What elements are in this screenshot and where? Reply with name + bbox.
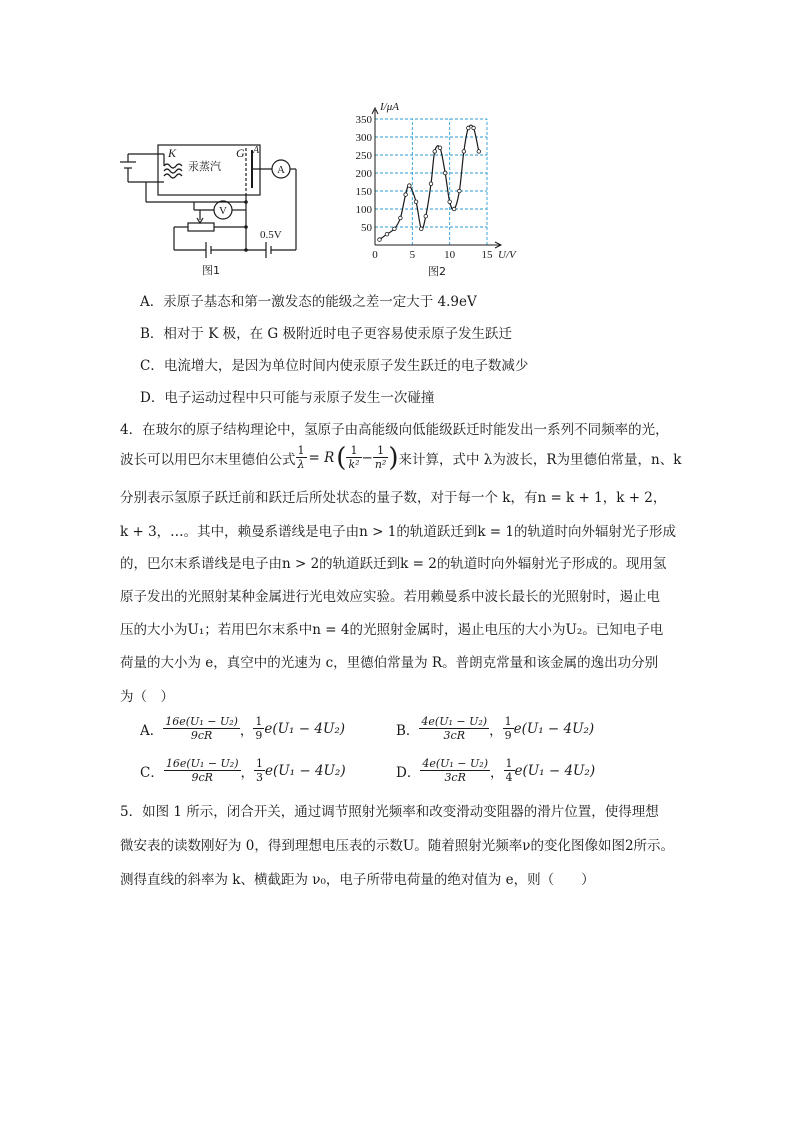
figure1-caption: 图1 bbox=[202, 264, 220, 277]
data-point bbox=[433, 150, 437, 154]
battery-voltage-label: 0.5V bbox=[260, 229, 282, 241]
data-point bbox=[467, 126, 471, 130]
q3-option-a: A．汞原子基态和第一激发态的能级之差一定大于 4.9eV bbox=[140, 294, 477, 310]
q4-line-1: 4．在玻尔的原子结构理论中，氢原子由高能级向低能级跃迁时能发出一系列不同频率的光， bbox=[120, 422, 669, 438]
q4-option-b: B． $\frac{\text{4e(U₁ − U₂)}}{3cR}$ ， $\frac{1}{9}$ e(U₁ − 4U₂) bbox=[396, 715, 595, 742]
data-point bbox=[399, 216, 403, 220]
x-axis-label: U/V bbox=[498, 249, 516, 261]
y-tick-label: 350 bbox=[355, 114, 372, 126]
data-point bbox=[408, 184, 412, 188]
q4-line-7: 压的大小为U₁；若用巴尔末系中n = 4的光照射金属时，遏止电压的大小为U₂。已知电子电 bbox=[120, 622, 664, 638]
q4-line-9: 为（ ） bbox=[120, 689, 174, 705]
figure1-circuit bbox=[110, 140, 310, 280]
q3-option-d: D．电子运动过程中只可能与汞原子发生一次碰撞 bbox=[140, 390, 435, 406]
iu-curve bbox=[379, 125, 478, 240]
q5-line-2: 微安表的读数刚好为 0，得到理想电压表的示数U。随着照射光频率ν的变化图像如图2所示。 bbox=[120, 838, 675, 854]
data-point bbox=[414, 200, 418, 204]
x-tick-label: 15 bbox=[481, 249, 493, 261]
q5-line-3: 测得直线的斜率为 k、横截距为 ν₀，电子所带电荷量的绝对值为 e，则（ ） bbox=[120, 872, 595, 888]
label-g: G bbox=[236, 146, 245, 160]
data-point bbox=[458, 189, 462, 193]
rydberg-eq: = R bbox=[308, 449, 335, 466]
rydberg-term1: $\frac{1}{\text{k²}}$ bbox=[348, 444, 360, 471]
figure2-caption: 图2 bbox=[428, 265, 446, 278]
q4-option-d: D． $\frac{\text{4e(U₁ − U₂)}}{3cR}$ ， $\frac{1}{4}$ e(U₁ − 4U₂) bbox=[396, 757, 596, 784]
data-point bbox=[443, 171, 447, 175]
y-axis-label: I/μA bbox=[380, 101, 399, 113]
y-tick-label: 200 bbox=[355, 168, 372, 180]
q3-option-c: C．电流增大，是因为单位时间内使汞原子发生跃迁的电子数减少 bbox=[140, 358, 529, 374]
q4-line-4: k + 3，…。其中，赖曼系谱线是电子由n > 1的轨道跃迁到k = 1的轨道时向外辐射光子形成 bbox=[120, 524, 677, 540]
q4-line-6: 原子发出的光照射某种金属进行光电效应实验。若用赖曼系中波长最长的光照射时，遏止电 bbox=[120, 589, 660, 605]
q4-option-a: A． $\frac{\text{16e(U₁ − U₂)}}{9cR}$ ， $\frac{1}{9}$ e(U₁ − 4U₂) bbox=[140, 715, 346, 742]
q4-option-c: C． $\frac{\text{16e(U₁ − U₂)}}{9cR}$ ， $\frac{1}{3}$ e(U₁ − 4U₂) bbox=[140, 757, 346, 784]
data-point bbox=[378, 238, 382, 242]
q4-line-8: 荷量的大小为 e，真空中的光速为 c，里德伯常量为 R。普朗克常量和该金属的逸出功分别 bbox=[120, 655, 659, 671]
data-point bbox=[404, 193, 408, 197]
data-point bbox=[424, 214, 428, 218]
ammeter-icon: A bbox=[277, 164, 285, 176]
data-point bbox=[419, 227, 423, 231]
q5-line-1: 5．如图 1 所示，闭合开关，通过调节照射光频率和改变滑动变阻器的滑片位置，使得理想 bbox=[120, 804, 659, 820]
label-k: K bbox=[168, 146, 177, 160]
rydberg-lhs: $\frac{1}{\lambda}$ bbox=[297, 444, 305, 471]
data-point bbox=[462, 150, 466, 154]
data-point bbox=[438, 146, 442, 150]
data-point bbox=[448, 200, 452, 204]
data-point bbox=[429, 182, 433, 186]
q4-line-2-pre: 波长可以用巴尔末里德伯公式 bbox=[120, 451, 296, 468]
y-tick-label: 150 bbox=[355, 186, 372, 198]
q4-line-2: 波长可以用巴尔末里德伯公式 $\frac{1}{\lambda}$ = R ( $\frac{1}{\text{k²}}$ − $\frac{1}{\text{n²}}$ ) 来计算，式中 λ为波长，R为里德伯常量，n、k bbox=[120, 442, 682, 473]
q4-line-3: 分别表示氢原子跃迁前和跃迁后所处状态的量子数，对于每一个 k，有n = k + 1，k + 2， bbox=[120, 490, 667, 506]
data-point bbox=[393, 227, 397, 231]
label-mercury-vapor: 汞蒸汽 bbox=[188, 160, 221, 173]
figure2-chart bbox=[340, 100, 530, 280]
data-point bbox=[385, 232, 389, 236]
y-tick-label: 250 bbox=[355, 150, 372, 162]
voltmeter-icon: V bbox=[219, 205, 227, 217]
x-tick-label: 0 bbox=[372, 249, 378, 261]
label-a: A bbox=[253, 145, 260, 156]
y-tick-label: 300 bbox=[355, 132, 372, 144]
q4-line-2-post: 来计算，式中 λ为波长，R为里德伯常量，n、k bbox=[398, 451, 682, 468]
data-point bbox=[452, 207, 456, 211]
x-tick-label: 5 bbox=[409, 249, 416, 261]
data-point bbox=[472, 126, 476, 130]
rydberg-term2: $\frac{1}{\text{n²}}$ bbox=[374, 444, 387, 471]
q3-option-b: B．相对于 K 极，在 G 极附近时电子更容易使汞原子发生跃迁 bbox=[140, 326, 512, 342]
x-tick-label: 10 bbox=[444, 249, 456, 261]
y-tick-label: 50 bbox=[361, 222, 372, 234]
data-point bbox=[477, 150, 481, 154]
q4-line-5: 的，巴尔末系谱线是电子由n > 2的轨道跃迁到k = 2的轨道时向外辐射光子形成的。现用氢 bbox=[120, 556, 667, 572]
y-tick-label: 100 bbox=[355, 204, 372, 216]
